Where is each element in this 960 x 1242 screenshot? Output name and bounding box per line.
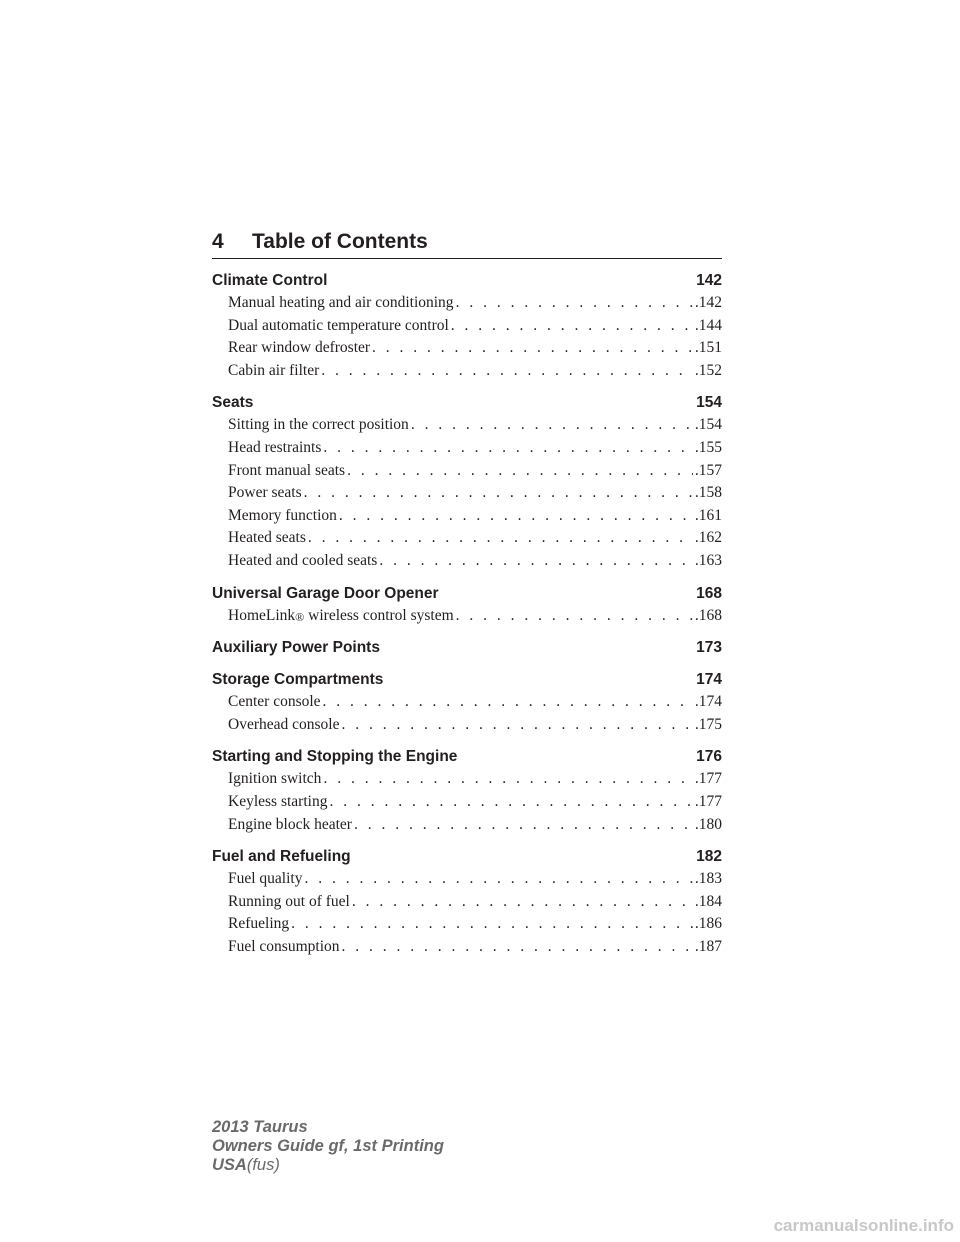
section-page: 154 — [696, 394, 722, 412]
dot-leader — [451, 315, 693, 338]
entry-label: Running out of fuel — [228, 892, 350, 910]
section-page: 176 — [696, 748, 722, 766]
section-page: 182 — [696, 848, 722, 866]
entry-label: Fuel consumption — [228, 937, 340, 955]
dot-leader — [323, 437, 692, 460]
footer-market-main: USA — [212, 1156, 247, 1174]
toc-entry[interactable] — [212, 913, 722, 936]
entry-page: .162 — [694, 529, 722, 547]
entry-page: .158 — [694, 484, 722, 502]
entry-page: .163 — [694, 551, 722, 569]
entry-label: Center console — [228, 693, 321, 711]
section-heading[interactable] — [212, 636, 722, 659]
footer-market — [212, 1156, 444, 1175]
section-heading[interactable] — [212, 668, 722, 691]
toc-entry[interactable] — [212, 550, 722, 573]
entry-label: Ignition switch — [228, 770, 322, 788]
entry-page: .174 — [694, 693, 722, 711]
dot-leader — [456, 292, 693, 315]
toc-entry[interactable] — [212, 691, 722, 714]
page-header — [212, 230, 722, 259]
entry-page: .142 — [694, 294, 722, 311]
dot-leader — [291, 913, 693, 936]
entry-label: Refueling — [228, 915, 290, 933]
entry-label: Power seats — [228, 484, 302, 502]
document-footer — [212, 1118, 444, 1175]
toc-entry[interactable] — [212, 292, 722, 315]
toc-section-auxiliary-power-points — [212, 636, 722, 659]
entry-label: Fuel quality — [228, 870, 303, 888]
dot-leader — [347, 460, 693, 483]
dot-leader — [321, 360, 693, 383]
registered-mark-icon: ® — [295, 609, 305, 624]
entry-page: .151 — [694, 339, 722, 357]
entry-page: .175 — [694, 715, 722, 733]
entry-page: .177 — [694, 770, 722, 788]
dot-leader — [411, 414, 693, 437]
entry-label: Overhead console — [228, 715, 340, 733]
entry-page: .144 — [694, 316, 722, 334]
page-number: 4 — [212, 230, 224, 253]
section-heading[interactable] — [212, 391, 722, 414]
section-heading[interactable] — [212, 582, 722, 605]
toc-entry[interactable] — [212, 891, 722, 914]
entry-page: .152 — [694, 361, 722, 379]
footer-model: 2013 Taurus — [212, 1118, 308, 1136]
entry-label-suffix: wireless control system — [308, 606, 454, 624]
toc-entry[interactable] — [212, 527, 722, 550]
section-title: Seats — [212, 394, 254, 412]
entry-label: Front manual seats — [228, 461, 346, 479]
section-title: Universal Garage Door Opener — [212, 584, 439, 602]
toc-entry[interactable] — [212, 337, 722, 360]
entry-page: .187 — [694, 937, 722, 955]
entry-label-main: HomeLink — [228, 606, 296, 624]
toc-section-storage-compartments — [212, 668, 722, 736]
section-heading[interactable] — [212, 745, 722, 768]
toc-section-starting-engine — [212, 745, 722, 836]
dot-leader — [352, 891, 693, 914]
section-page: 173 — [696, 639, 722, 657]
site-watermark: carmanualsonline.info — [773, 1216, 954, 1235]
entry-page: .155 — [694, 438, 722, 456]
section-title: Auxiliary Power Points — [212, 639, 380, 657]
entry-page: .180 — [694, 815, 722, 833]
toc-section-seats — [212, 391, 722, 572]
entry-label — [228, 605, 454, 628]
toc-entry[interactable] — [212, 605, 722, 628]
toc-section-garage-door-opener — [212, 582, 722, 628]
dot-leader — [456, 605, 693, 628]
section-title: Fuel and Refueling — [212, 848, 351, 866]
dot-leader — [323, 768, 692, 791]
toc-entry[interactable] — [212, 505, 722, 528]
entry-label: Engine block heater — [228, 815, 352, 833]
entry-label: Head restraints — [228, 438, 322, 456]
dot-leader — [379, 550, 693, 573]
entry-label: Dual automatic temperature control — [228, 316, 449, 334]
entry-page: .177 — [694, 792, 722, 810]
footer-market-code: (fus) — [246, 1156, 280, 1174]
toc-entry[interactable] — [212, 360, 722, 383]
entry-page: .161 — [694, 506, 722, 524]
dot-leader — [339, 505, 693, 528]
toc-section-fuel-refueling — [212, 845, 722, 958]
section-page: 174 — [696, 671, 722, 689]
entry-label: Rear window defroster — [228, 339, 371, 357]
entry-label: Sitting in the correct position — [228, 416, 409, 434]
toc-entry[interactable] — [212, 315, 722, 338]
toc-entry[interactable] — [212, 936, 722, 959]
section-title: Storage Compartments — [212, 671, 384, 689]
entry-page: .157 — [694, 461, 722, 479]
toc-entry[interactable] — [212, 482, 722, 505]
entry-page: .184 — [694, 892, 722, 910]
section-heading[interactable] — [212, 845, 722, 868]
toc-entry[interactable] — [212, 414, 722, 437]
entry-page: .183 — [694, 870, 722, 888]
toc-entry[interactable] — [212, 791, 722, 814]
dot-leader — [341, 714, 692, 737]
entry-label: Memory function — [228, 506, 337, 524]
dot-leader — [354, 814, 693, 837]
toc-entry[interactable] — [212, 714, 722, 737]
entry-label: Manual heating and air conditioning — [228, 294, 454, 311]
dot-leader — [329, 791, 692, 814]
dot-leader — [342, 936, 693, 959]
toc-entry[interactable] — [212, 437, 722, 460]
entry-page: .168 — [694, 606, 722, 624]
dot-leader — [304, 868, 692, 891]
entry-page: .186 — [694, 915, 722, 933]
dot-leader — [323, 691, 693, 714]
table-of-contents — [212, 269, 722, 967]
entry-page: .154 — [694, 416, 722, 434]
toc-entry[interactable] — [212, 814, 722, 837]
dot-leader — [372, 337, 693, 360]
dot-leader — [304, 482, 693, 505]
toc-entry[interactable] — [212, 768, 722, 791]
toc-section-climate-control — [212, 269, 722, 382]
toc-entry[interactable] — [212, 460, 722, 483]
section-heading[interactable] — [212, 269, 722, 292]
dot-leader — [308, 527, 693, 550]
footer-edition: Owners Guide gf, 1st Printing — [212, 1137, 444, 1155]
entry-label: Cabin air filter — [228, 361, 320, 379]
section-page: 142 — [696, 272, 722, 289]
entry-label: Heated seats — [228, 529, 306, 547]
section-title: Climate Control — [212, 272, 328, 289]
section-title: Starting and Stopping the Engine — [212, 748, 458, 766]
page-title: Table of Contents — [252, 230, 428, 253]
section-page: 168 — [696, 584, 722, 602]
toc-entry[interactable] — [212, 868, 722, 891]
entry-label: Keyless starting — [228, 792, 328, 810]
entry-label: Heated and cooled seats — [228, 551, 378, 569]
